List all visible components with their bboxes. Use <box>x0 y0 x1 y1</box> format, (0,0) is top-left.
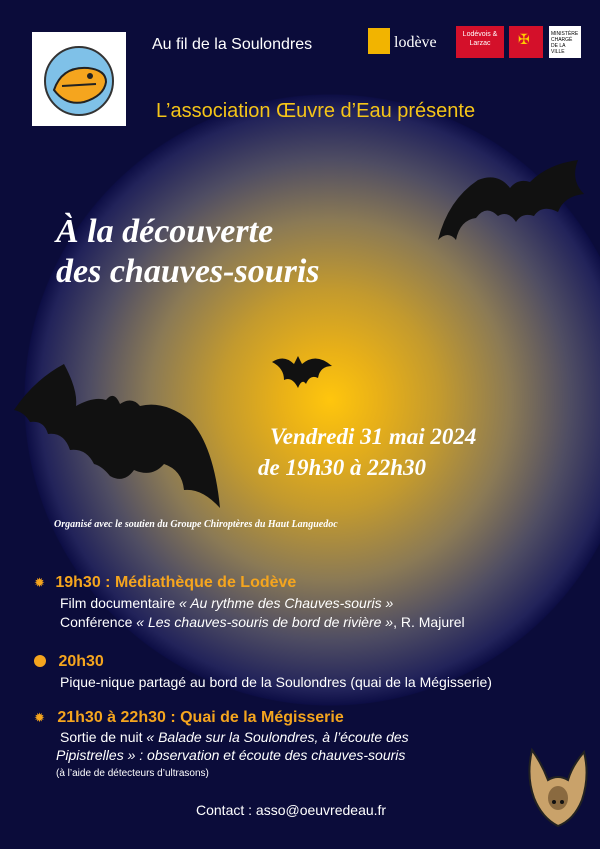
outing-title: « Balade sur la Soulondres, à l’écoute des <box>146 729 409 745</box>
program-heading: 21h30 à 22h30 : Quai de la Mégisserie <box>57 709 344 726</box>
org-name: Au fil de la Soulondres <box>152 36 313 53</box>
partner-logo-lodeve <box>368 26 440 58</box>
partner-lodeve-text: lodève <box>394 34 437 51</box>
program-2-line-1: Pique-nique partagé au bord de la Soulondres (quai de la Mégisserie) <box>60 674 492 690</box>
fish-logo-icon <box>32 32 126 126</box>
program-item-3 <box>34 709 344 727</box>
program-3-note: (à l’aide de détecteurs d’ultrasons) <box>56 768 209 779</box>
program-heading: 19h30 : Médiathèque de Lodève <box>55 574 297 591</box>
program-heading: 20h30 <box>58 653 104 670</box>
partner-logo-ministere: MINISTÈRE CHARGÉ DE LA VILLE <box>549 26 581 58</box>
program-1-line-2 <box>60 614 465 630</box>
event-date: Vendredi 31 mai 2024 <box>270 424 477 449</box>
hanging-bat-icon <box>522 746 592 830</box>
small-bat-icon <box>272 352 332 392</box>
presents-line: L’association Œuvre d’Eau présente <box>156 100 476 122</box>
program-text: Sortie de nuit <box>60 729 147 745</box>
association-logo <box>32 32 126 126</box>
contact-email[interactable]: Contact : asso@oeuvredeau.fr <box>196 802 387 818</box>
film-title: « Au rythme des Chauves-souris » <box>179 595 394 611</box>
program-text: Conférence <box>60 614 137 630</box>
speaker-name: , R. Majurel <box>393 614 465 630</box>
program-3-line-2: Pipistrelles » : observation et écoute des chauves-souris <box>56 747 406 763</box>
title-line-1: À la découverte <box>56 213 274 250</box>
program-text: Film documentaire <box>60 595 180 611</box>
program-3-line-1 <box>60 729 409 745</box>
main-title <box>56 212 320 292</box>
program-item-2 <box>34 653 104 671</box>
partner-logo-occitanie <box>509 26 543 58</box>
circle-icon <box>34 655 46 667</box>
large-bat-icon <box>14 360 224 510</box>
partner-logo-lodevois: Lodévois & Larzac <box>456 26 504 58</box>
program-item-1 <box>34 574 296 592</box>
occitan-cross-icon: ✠ <box>518 31 530 47</box>
title-line-2: des chauves-souris <box>56 253 320 290</box>
event-time: de 19h30 à 22h30 <box>258 455 427 480</box>
program-1-line-1 <box>60 595 393 611</box>
talk-title: « Les chauves-souris de bord de rivière » <box>136 614 394 630</box>
support-line: Organisé avec le soutien du Groupe Chiroptères du Haut Languedoc <box>54 519 338 530</box>
sun-icon: ✹ <box>34 710 45 725</box>
bat-icon <box>438 160 588 250</box>
sun-icon: ✹ <box>34 575 45 590</box>
